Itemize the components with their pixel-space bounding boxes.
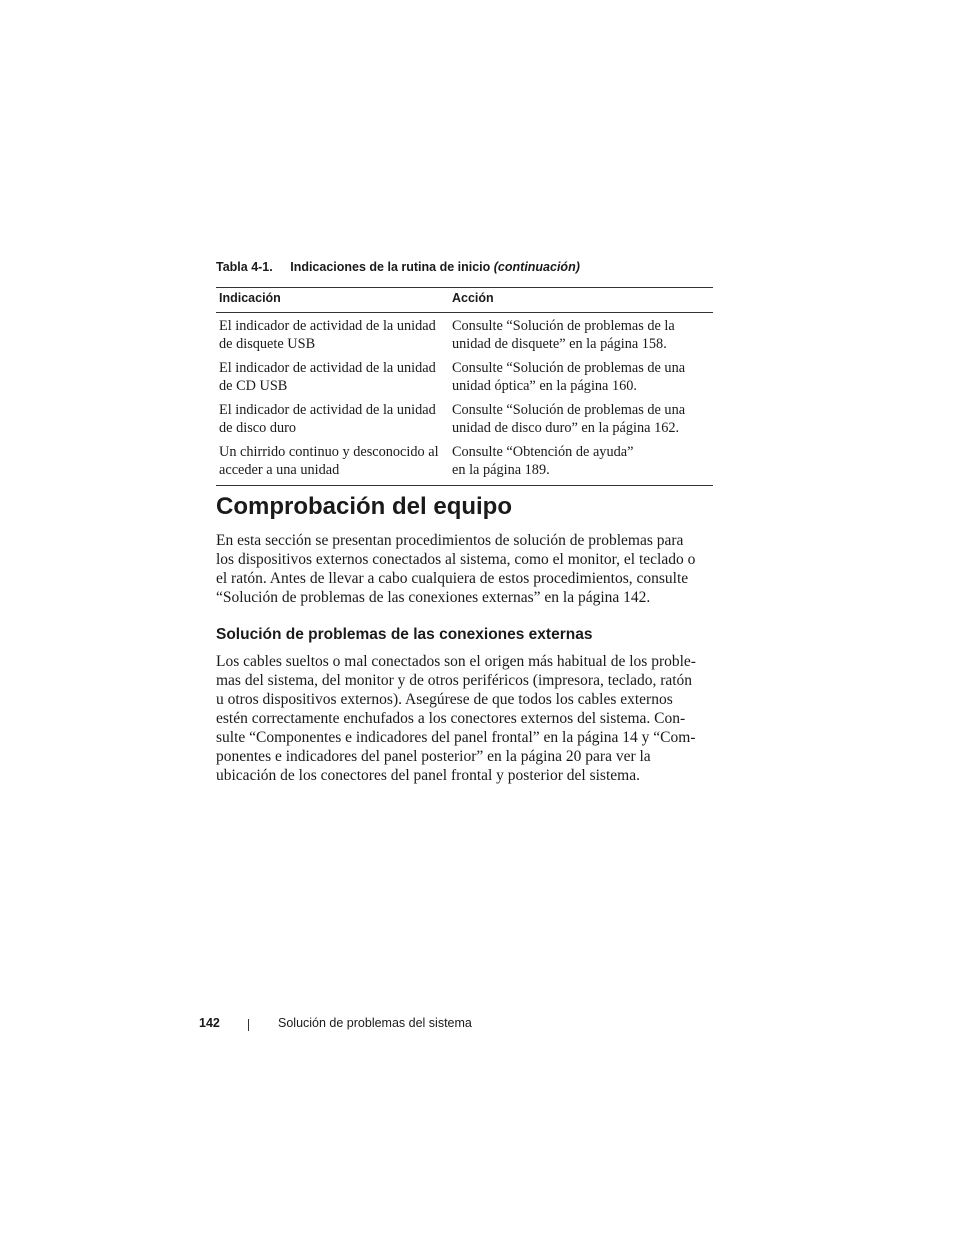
cell-line: de disquete USB	[219, 335, 316, 352]
cell-line: Consulte “Solución de problemas de una	[452, 402, 686, 418]
cell-line: en la página 189.	[452, 461, 550, 478]
text-line: ubicación de los conectores del panel frontal y posterior del sistema.	[216, 767, 640, 784]
action-cell	[449, 444, 713, 486]
external-connections-paragraph	[216, 652, 716, 785]
indication-cell	[216, 402, 449, 444]
cell-line: Consulte “Obtención de ayuda”	[452, 444, 634, 460]
table-caption-number: Tabla 4-1.	[216, 260, 273, 274]
cell-line: de CD USB	[219, 377, 288, 394]
table-caption-title: Indicaciones de la rutina de inicio	[290, 260, 491, 274]
text-line: estén correctamente enchufados a los conectores externos del sistema. Con-	[216, 710, 686, 727]
text-line: Los cables sueltos o mal conectados son el origen más habitual de los proble-	[216, 653, 696, 670]
table-caption-continued: (continuación)	[493, 260, 580, 274]
footer-divider	[248, 1019, 249, 1031]
action-cell	[449, 360, 713, 402]
column-header-indication: Indicación	[216, 288, 449, 313]
cell-line: Consulte “Solución de problemas de una	[452, 360, 686, 376]
cell-line: El indicador de actividad de la unidad	[219, 360, 436, 376]
page-footer	[0, 1016, 954, 1036]
table-header-row	[216, 288, 713, 313]
subsection-title: Solución de problemas de las conexiones externas	[216, 626, 593, 643]
text-line: u otros dispositivos externos). Asegúrese de que todos los cables externos	[216, 691, 673, 708]
table-row	[216, 402, 713, 444]
cell-line: El indicador de actividad de la unidad	[219, 402, 436, 418]
indication-cell	[216, 360, 449, 402]
cell-line: El indicador de actividad de la unidad	[219, 318, 436, 334]
cell-line: unidad óptica” en la página 160.	[452, 377, 638, 394]
text-line: “Solución de problemas de las conexiones externas” en la página 142.	[216, 589, 651, 606]
section-title: Comprobación del equipo	[216, 493, 513, 520]
cell-line: Consulte “Solución de problemas de la	[452, 318, 675, 334]
indication-cell	[216, 444, 449, 486]
table-row	[216, 360, 713, 402]
table-row	[216, 444, 713, 486]
action-cell	[449, 313, 713, 361]
startup-indications-table	[216, 287, 713, 486]
table-caption	[216, 260, 580, 274]
column-header-action: Acción	[449, 288, 713, 313]
text-line: el ratón. Antes de llevar a cabo cualquiera de estos procedimientos, consulte	[216, 570, 689, 587]
cell-line: unidad de disco duro” en la página 162.	[452, 419, 680, 436]
cell-line: Un chirrido continuo y desconocido al	[219, 444, 439, 460]
action-cell	[449, 402, 713, 444]
text-line: En esta sección se presentan procedimientos de solución de problemas para	[216, 532, 684, 549]
intro-paragraph	[216, 531, 716, 607]
table-row	[216, 313, 713, 361]
cell-line: unidad de disquete” en la página 158.	[452, 335, 667, 352]
cell-line: acceder a una unidad	[219, 461, 340, 478]
page-number: 142	[199, 1016, 220, 1030]
text-line: sulte “Componentes e indicadores del panel frontal” en la página 14 y “Com-	[216, 729, 696, 746]
chapter-title: Solución de problemas del sistema	[278, 1016, 472, 1030]
cell-line: de disco duro	[219, 419, 297, 436]
text-line: ponentes e indicadores del panel posterior” en la página 20 para ver la	[216, 748, 651, 765]
indication-cell	[216, 313, 449, 361]
text-line: mas del sistema, del monitor y de otros periféricos (impresora, teclado, ratón	[216, 672, 693, 689]
text-line: los dispositivos externos conectados al sistema, como el monitor, el teclado o	[216, 551, 696, 568]
